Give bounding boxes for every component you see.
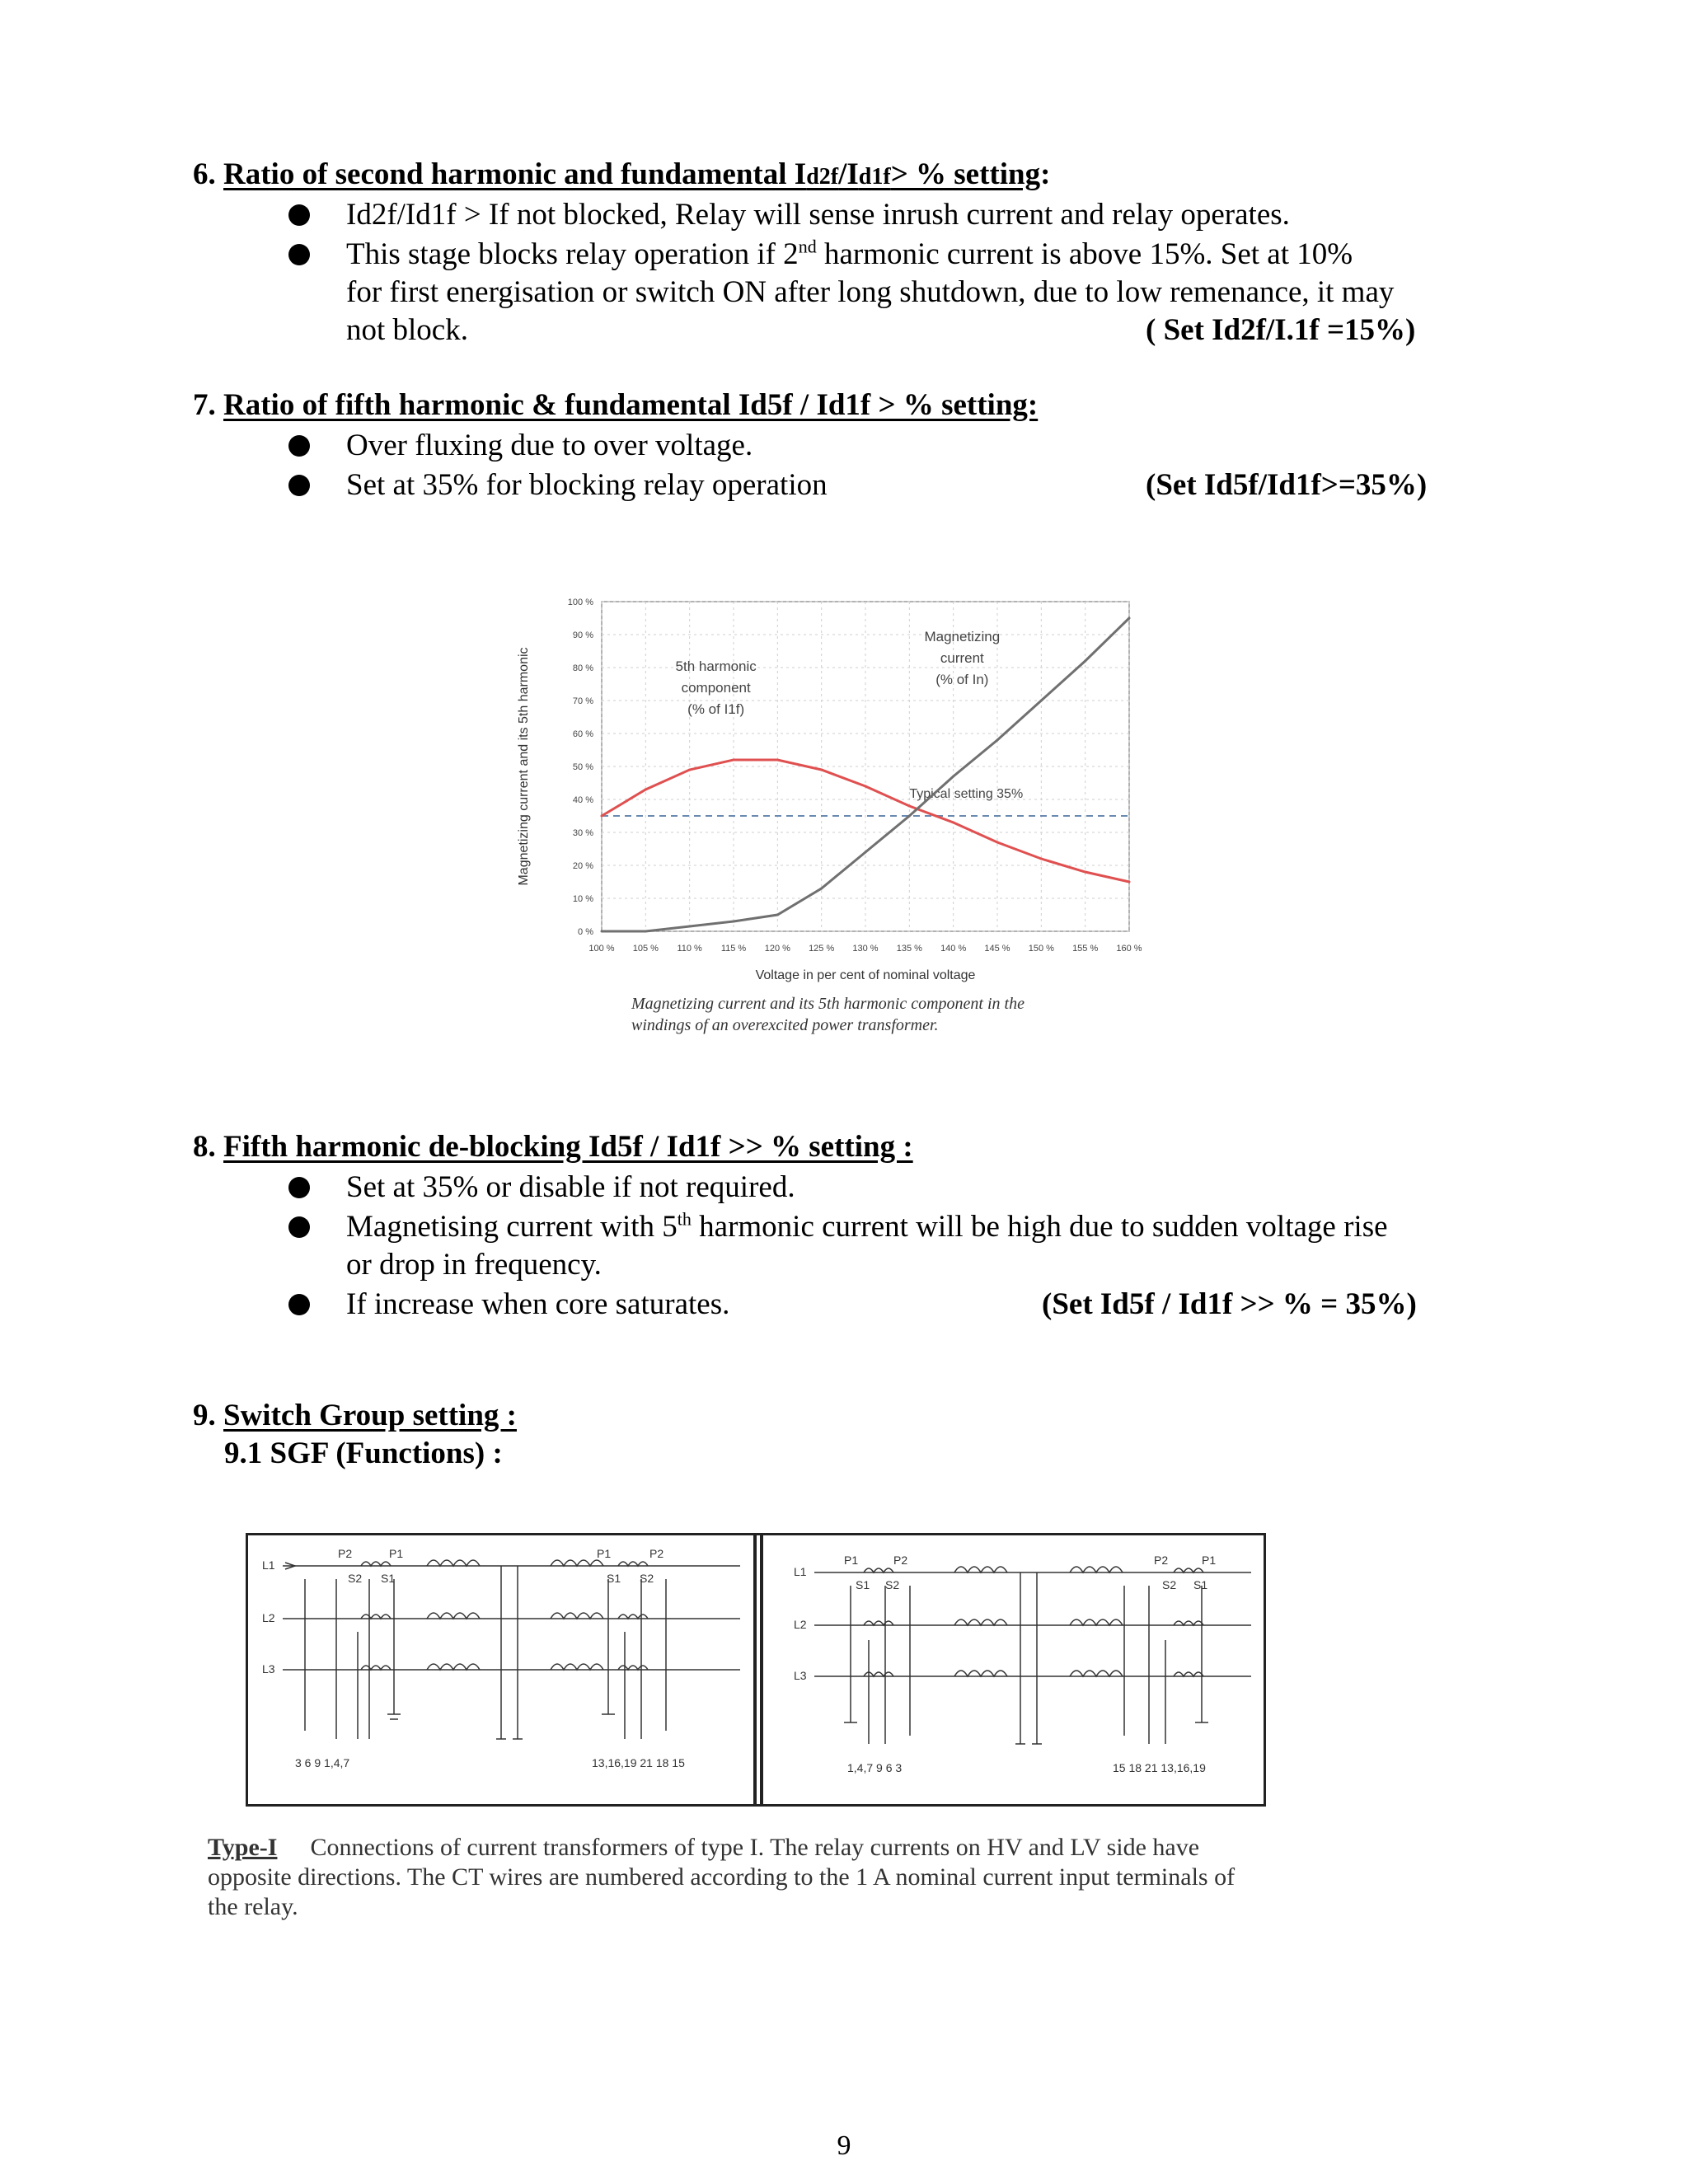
harmonic-point	[733, 759, 735, 762]
ct-label: P2	[649, 1547, 664, 1560]
chart-svg	[495, 582, 1154, 994]
chart-caption	[631, 993, 1175, 1036]
section-6-setting: ( Set Id2f/I.1f =15%)	[1146, 313, 1416, 347]
terminal-labels: 15 18 21 13,16,19	[1113, 1761, 1206, 1774]
chart-caption-line-1: Magnetizing current and its 5th harmonic component in the	[631, 995, 1025, 1013]
section-6-title-c: > % setting	[890, 157, 1041, 191]
ct-label: P1	[844, 1554, 859, 1567]
y-axis-label: Magnetizing current and its 5th harmonic	[517, 647, 531, 886]
magnetizing-annotation: (% of In)	[935, 672, 989, 687]
section-9-subtitle: 9.1 SGF (Functions) :	[224, 1436, 503, 1470]
x-tick-label: 120 %	[764, 944, 790, 954]
harmonic-point	[1040, 858, 1043, 860]
section-9-title: Switch Group setting :	[223, 1399, 517, 1432]
section-6-bullet-2-b: harmonic current is above 15%. Set at 10%	[816, 237, 1353, 271]
terminal-labels: 1,4,7 9 6 3	[847, 1761, 903, 1774]
harmonic-annotation: component	[681, 680, 751, 696]
harmonic-point	[776, 759, 779, 762]
harmonic-point	[865, 785, 867, 788]
phase-label-l1: L1	[262, 1558, 275, 1572]
bullet-icon	[288, 204, 310, 226]
x-tick-label: 160 %	[1116, 944, 1142, 954]
section-6-bullet-1: Id2f/Id1f > If not blocked, Relay will sense inrush current and relay operates.	[346, 198, 1290, 232]
terminal-labels: 13,16,19 21 18 15	[592, 1756, 685, 1769]
section-6-bullet-2	[346, 236, 1353, 274]
bullet-icon	[288, 1216, 310, 1238]
section-8-bullet-2-line-2: or drop in frequency.	[346, 1248, 602, 1282]
y-tick-label: 80 %	[572, 663, 593, 673]
type-i-label: Type-I	[208, 1834, 278, 1861]
ct-label: P2	[338, 1547, 353, 1560]
section-7-bullet-2: Set at 35% for blocking relay operation	[346, 468, 828, 502]
type-i-caption	[208, 1833, 1271, 1922]
magnetizing-point	[688, 926, 691, 928]
ct-label: S1	[381, 1572, 396, 1585]
harmonic-point	[952, 822, 954, 824]
magnetizing-chart	[495, 582, 1154, 1060]
terminal-labels: 3 6 9 1,4,7	[295, 1756, 350, 1769]
harmonic-point	[1084, 871, 1086, 874]
phase-label-l2: L2	[262, 1611, 275, 1624]
page-number: 9	[837, 2130, 851, 2161]
section-8-bullet-2-b: harmonic current will be high due to sudden voltage rise	[691, 1210, 1388, 1244]
section-8-heading	[193, 1129, 913, 1165]
ct-label: S1	[1193, 1578, 1208, 1591]
bullet-icon	[288, 1177, 310, 1198]
harmonic-annotation: (% of I1f)	[687, 701, 745, 717]
section-6-heading	[193, 157, 1050, 195]
section-6-bullet-2-line-2: for first energisation or switch ON after long shutdown, due to low remenance, it may	[346, 275, 1395, 309]
x-tick-label: 100 %	[588, 944, 615, 954]
section-8-bullet-2-a: Magnetising current with 5	[346, 1210, 678, 1244]
harmonic-point	[645, 789, 647, 791]
ct-label: S2	[348, 1572, 363, 1585]
y-tick-label: 50 %	[572, 762, 593, 772]
section-7-title: Ratio of fifth harmonic & fundamental Id5f / Id1f > % setting:	[223, 388, 1039, 422]
magnetizing-point	[733, 921, 735, 923]
x-tick-label: 150 %	[1028, 944, 1054, 954]
section-8-bullet-2-sup: th	[677, 1208, 692, 1230]
plot-area	[602, 602, 1129, 931]
harmonic-point	[820, 769, 823, 771]
y-tick-label: 40 %	[572, 795, 593, 805]
section-6-colon: :	[1040, 157, 1051, 191]
ct-label: P1	[597, 1547, 612, 1560]
x-tick-label: 135 %	[896, 944, 922, 954]
magnetizing-point	[908, 815, 911, 818]
bullet-icon	[288, 435, 310, 457]
ct-label: S2	[1162, 1578, 1177, 1591]
harmonic-point	[1128, 881, 1131, 883]
section-8-title: Fifth harmonic de-blocking Id5f / Id1f >> % setting :	[223, 1130, 913, 1164]
harmonic-annotation: 5th harmonic	[675, 658, 757, 674]
ct-label: P1	[389, 1547, 404, 1560]
section-9-heading	[193, 1398, 517, 1434]
magnetizing-point	[820, 888, 823, 890]
phase-label-l3: L3	[262, 1662, 275, 1675]
harmonic-point	[601, 815, 603, 818]
section-7-bullet-1: Over fluxing due to over voltage.	[346, 429, 753, 462]
y-tick-label: 90 %	[572, 630, 593, 640]
magnetizing-point	[952, 776, 954, 778]
section-6-title-a: Ratio of second harmonic and fundamental I	[223, 157, 807, 191]
section-6-bullet-2-a: This stage blocks relay operation if 2	[346, 237, 799, 271]
harmonic-point	[996, 841, 999, 844]
section-8-bullet-3: If increase when core saturates.	[346, 1287, 730, 1321]
chart-caption-line-2: windings of an overexcited power transformer.	[631, 1016, 939, 1034]
ct-label: S2	[885, 1578, 900, 1591]
phase-label-l2: L2	[794, 1618, 807, 1631]
section-8-setting: (Set Id5f / Id1f >> % = 35%)	[1042, 1287, 1417, 1321]
ct-label: P2	[893, 1554, 908, 1567]
x-tick-label: 110 %	[677, 944, 702, 954]
section-8-bullet-1: Set at 35% or disable if not required.	[346, 1170, 795, 1204]
section-6-title	[223, 157, 1040, 191]
magnetizing-point	[865, 851, 867, 854]
x-tick-label: 155 %	[1072, 944, 1099, 954]
harmonic-point	[688, 769, 691, 771]
section-8-number: 8.	[193, 1130, 216, 1164]
magnetizing-point	[1040, 700, 1043, 702]
x-axis-label: Voltage in per cent of nominal voltage	[755, 968, 976, 982]
section-6-title-b: /I	[838, 157, 859, 191]
ct-label: P2	[1154, 1554, 1169, 1567]
section-6-bullet-2-sup: nd	[798, 236, 817, 257]
magnetizing-point	[996, 739, 999, 742]
ct-label: S1	[856, 1578, 870, 1591]
threshold-label: Typical setting 35%	[909, 787, 1024, 801]
y-tick-label: 70 %	[572, 696, 593, 706]
x-tick-label: 140 %	[940, 944, 967, 954]
x-tick-label: 130 %	[852, 944, 879, 954]
section-9-number: 9.	[193, 1399, 216, 1432]
y-tick-label: 20 %	[572, 861, 593, 871]
y-tick-label: 10 %	[572, 894, 593, 904]
x-tick-label: 145 %	[984, 944, 1010, 954]
y-tick-label: 60 %	[572, 729, 593, 739]
ct-label: P1	[1202, 1554, 1217, 1567]
x-tick-label: 115 %	[720, 944, 747, 954]
y-tick-label: 0 %	[578, 927, 593, 937]
phase-label-l1: L1	[794, 1565, 807, 1578]
type-i-text: Connections of current transformers of type I. The relay currents on HV and LV side have opposite directions. The CT wires are numbered according to the 1 A nominal current input terminals of the relay.	[208, 1834, 1236, 1920]
bullet-icon	[288, 244, 310, 265]
ct-label: S2	[640, 1572, 654, 1585]
section-6-title-sub1: d2f	[806, 164, 839, 190]
magnetizing-point	[601, 930, 603, 933]
bullet-icon	[288, 475, 310, 496]
section-8-bullet-2	[346, 1208, 1388, 1246]
section-6-title-sub2: d1f	[858, 164, 891, 190]
section-6-bullet-2-line-3: not block.	[346, 313, 468, 347]
magnetizing-point	[776, 914, 779, 916]
magnetizing-annotation: Magnetizing	[924, 629, 1001, 644]
x-tick-label: 105 %	[632, 944, 659, 954]
magnetizing-annotation: current	[940, 650, 984, 666]
magnetizing-point	[1084, 660, 1086, 663]
magnetizing-point	[645, 930, 647, 933]
y-tick-label: 30 %	[572, 828, 593, 838]
bullet-icon	[288, 1294, 310, 1315]
section-7-number: 7.	[193, 388, 216, 422]
section-7-setting: (Set Id5f/Id1f>=35%)	[1146, 468, 1428, 502]
ct-diagram	[246, 1533, 1266, 1807]
magnetizing-point	[1128, 617, 1131, 620]
ct-label: S1	[607, 1572, 621, 1585]
x-tick-label: 125 %	[809, 944, 835, 954]
y-tick-label: 100 %	[567, 598, 593, 607]
harmonic-point	[908, 805, 911, 808]
section-6-number: 6.	[193, 157, 216, 191]
section-7-heading	[193, 387, 1038, 424]
phase-label-l3: L3	[794, 1669, 807, 1682]
